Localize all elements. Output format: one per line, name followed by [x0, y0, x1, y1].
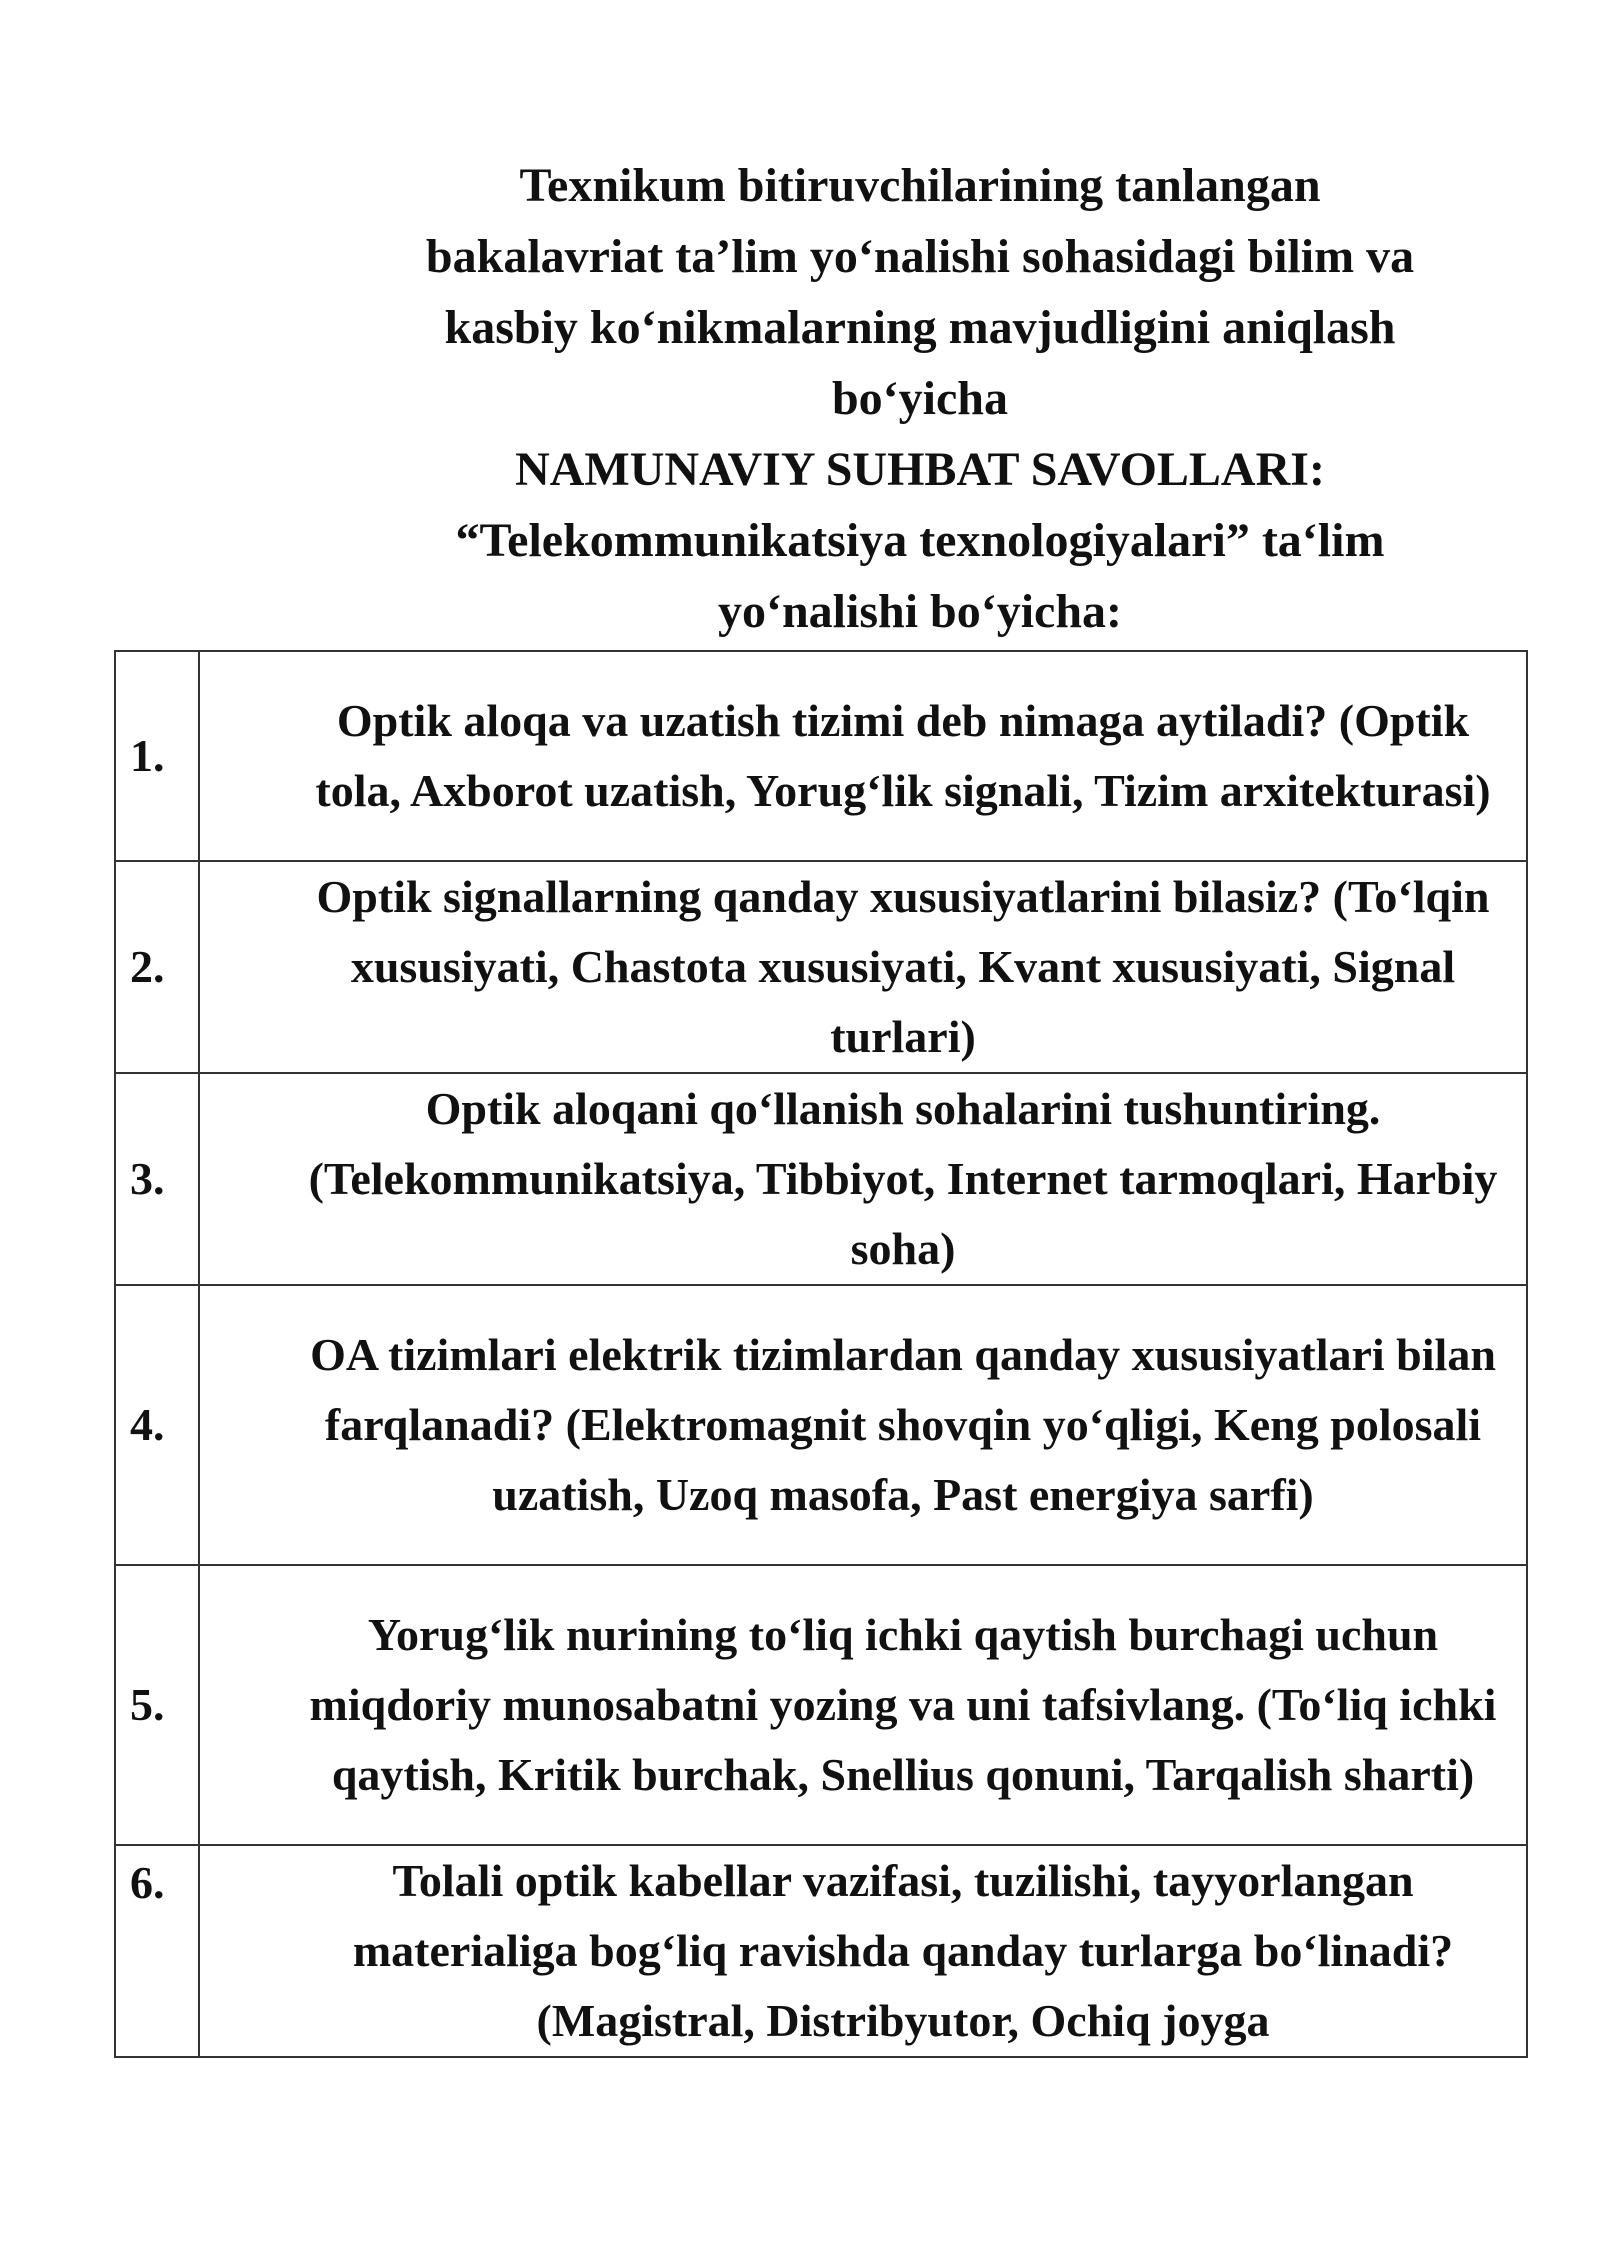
direction-line-2: yo‘nalishi bo‘yicha: [717, 585, 1123, 638]
question-text: Yorug‘lik nurining to‘liq ichki qaytish burchagi uchun miqdoriy munosabatni yozing va uni tafsivlang. (To‘liq ichki qaytish, Kritik burchak, Snellius qonuni, Tarqalish sharti) [199, 1565, 1527, 1845]
title-line-3: kasbiy ko‘nikmalarning mavjudligini aniqlash [444, 301, 1396, 354]
question-text: Tolali optik kabellar vazifasi, tuzilishi, tayyorlangan materialiga bog‘liq ravishda qanday turlarga bo‘linadi? (Magistral, Distribyutor, Ochiq joyga [199, 1845, 1527, 2057]
table-row [115, 1285, 1527, 1565]
question-text: Optik aloqa va uzatish tizimi deb nimaga aytiladi? (Optik tola, Axborot uzatish, Yorug‘lik signali, Tizim arxitekturasi) [199, 651, 1527, 861]
question-number: 4. [115, 1285, 199, 1565]
title-line-2: bakalavriat ta’lim yo‘nalishi sohasidagi bilim va [425, 230, 1415, 283]
question-text: Optik signallarning qanday xususiyatlarini bilasiz? (To‘lqin xususiyati, Chastota xususiyati, Kvant xususiyati, Signal turlari) [199, 861, 1527, 1073]
question-number [115, 1845, 199, 2057]
questions-table [114, 650, 1528, 2058]
question-number: 1. [115, 651, 199, 861]
document-header [320, 150, 1520, 647]
question-number: 5. [115, 1565, 199, 1845]
question-number-label: 6. [130, 1857, 165, 1908]
question-number: 2. [115, 861, 199, 1073]
table-row [115, 1565, 1527, 1845]
table-row [115, 861, 1527, 1073]
direction-line-1: “Telekommunikatsiya texnologiyalari” ta‘lim [455, 514, 1385, 567]
question-number: 3. [115, 1073, 199, 1285]
title-line-1: Texnikum bitiruvchilarining tanlangan [519, 159, 1321, 212]
section-heading: NAMUNAVIY SUHBAT SAVOLLARI: [515, 443, 1325, 496]
table-row [115, 1845, 1527, 2057]
question-text: OA tizimlari elektrik tizimlardan qanday xususiyatlari bilan farqlanadi? (Elektromagnit shovqin yo‘qligi, Keng polosali uzatish, Uzoq masofa, Past energiya sarfi) [199, 1285, 1527, 1565]
table-row [115, 1073, 1527, 1285]
title-line-4: bo‘yicha [831, 372, 1008, 425]
question-text: Optik aloqani qo‘llanish sohalarini tushuntiring. (Telekommunikatsiya, Tibbiyot, Internet tarmoqlari, Harbiy soha) [199, 1073, 1527, 1285]
table-row [115, 651, 1527, 861]
